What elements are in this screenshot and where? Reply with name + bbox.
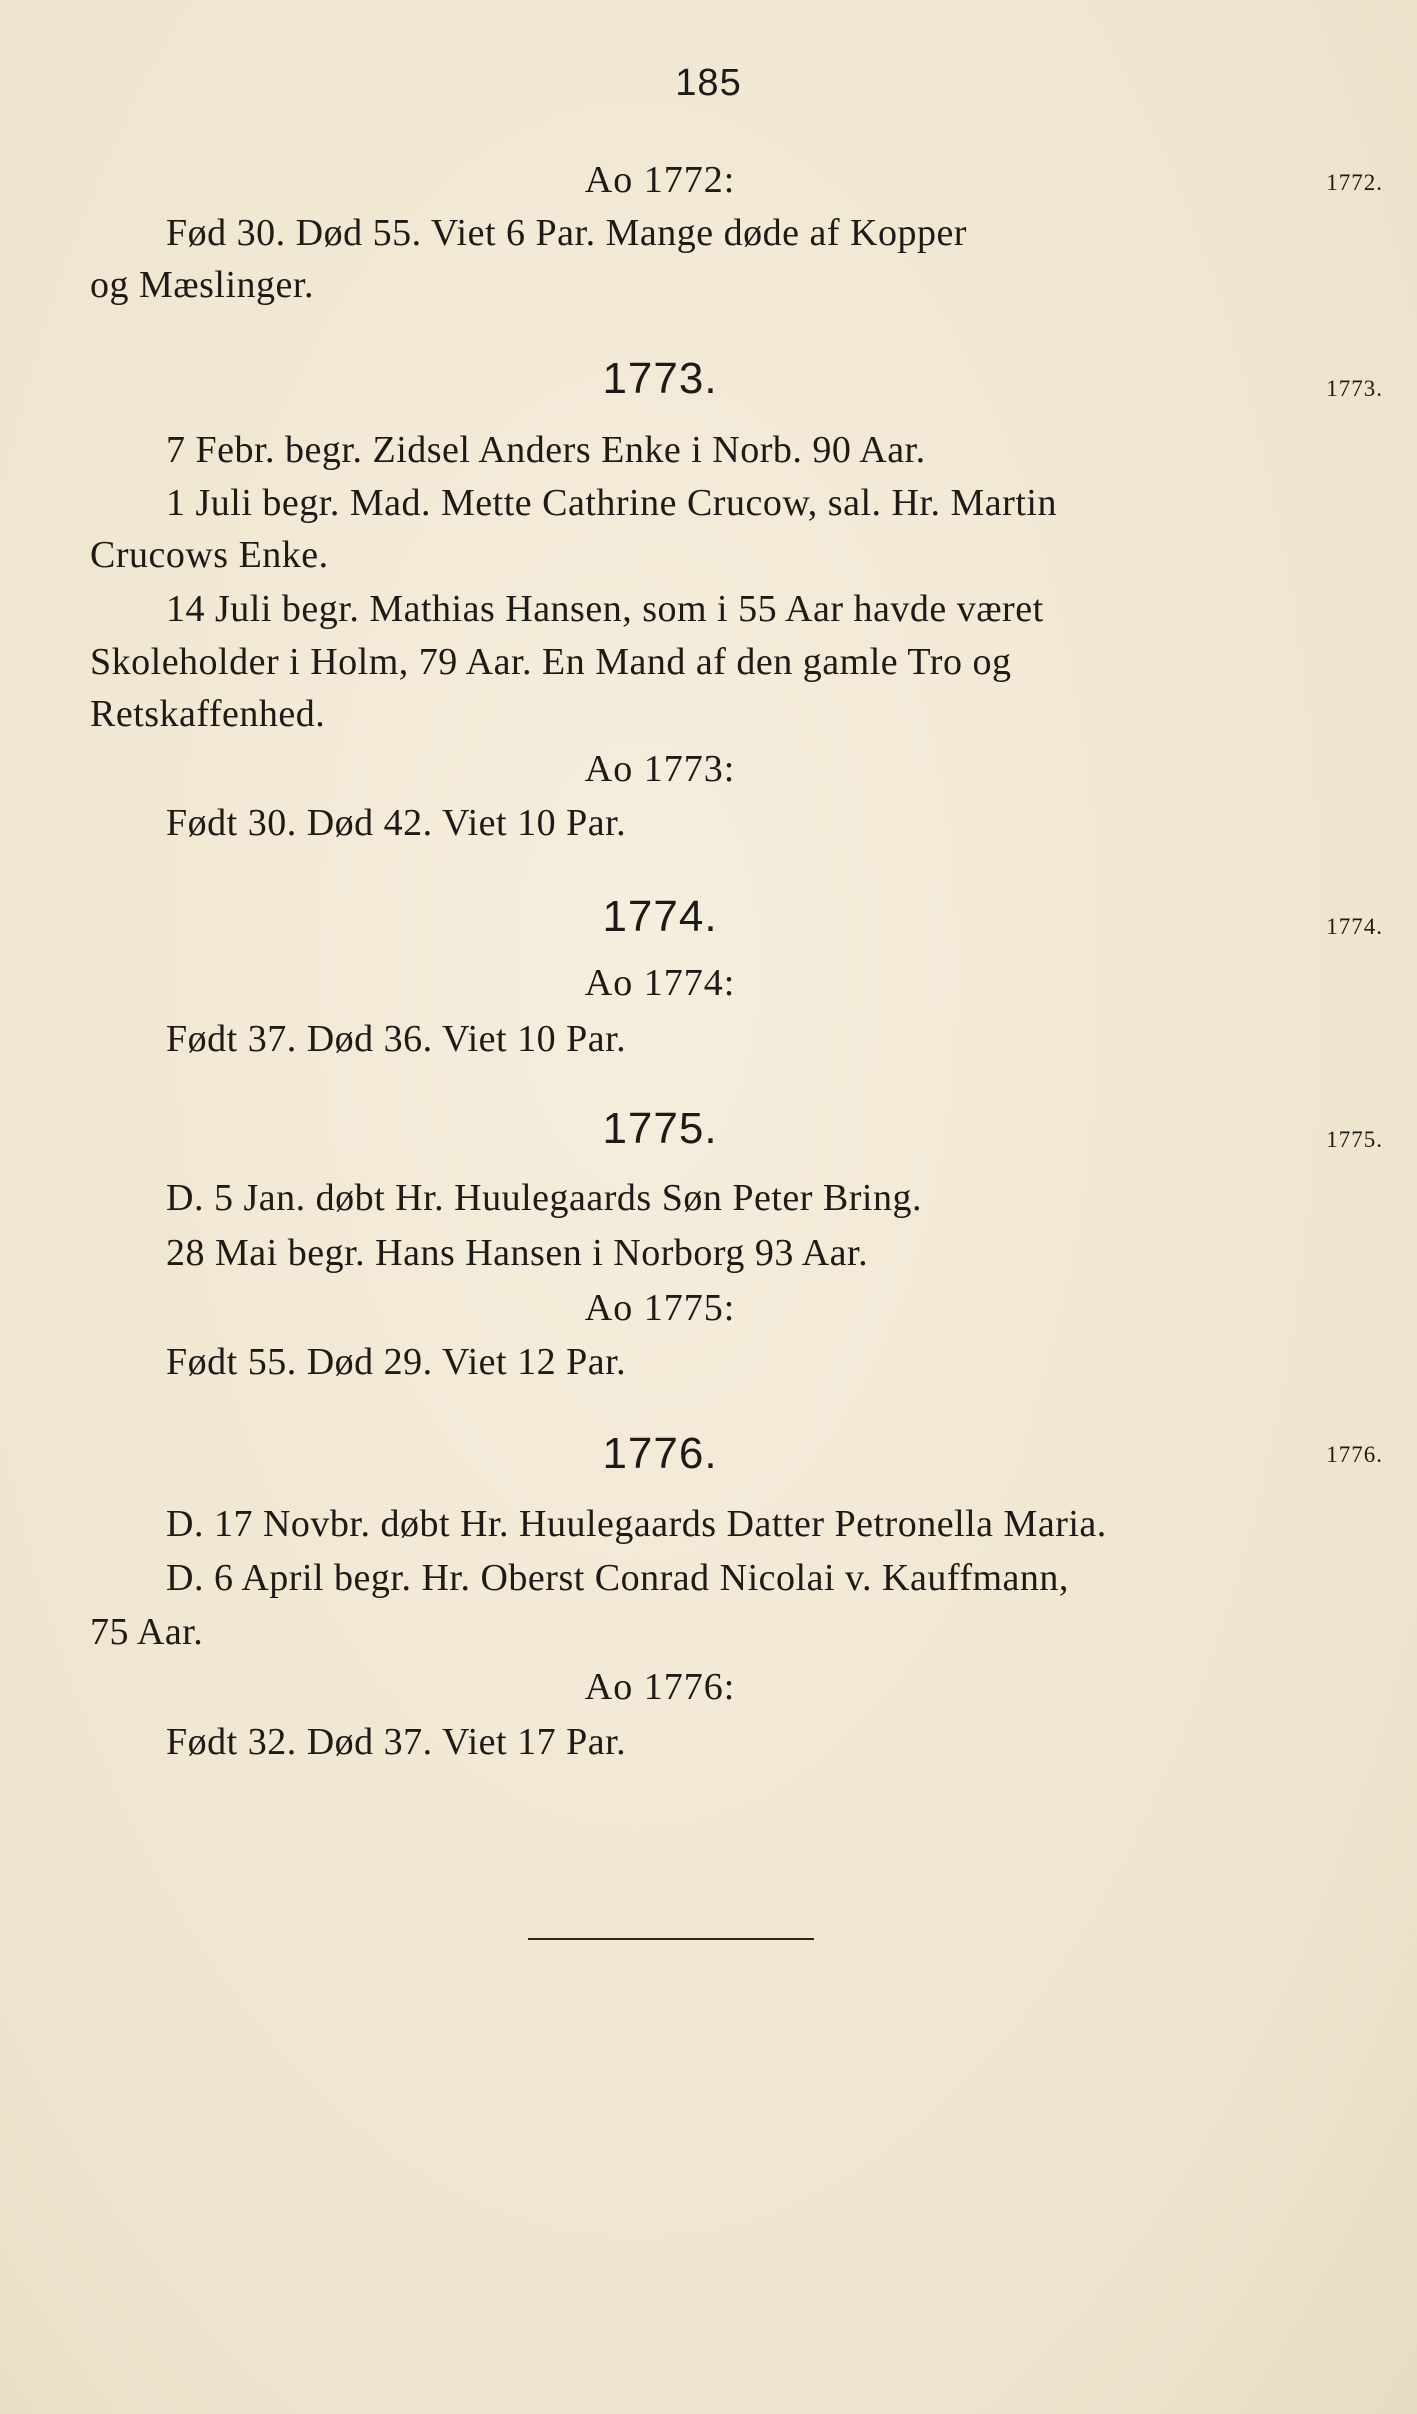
entry-1776-kauffmann-line1: D. 6 April begr. Hr. Oberst Conrad Nicolai v. Kauffmann, [166,1557,1069,1599]
stats-1775: Født 55. Død 29. Viet 12 Par. [166,1341,627,1383]
entry-1776-kauffmann-line2: 75 Aar. [90,1611,204,1653]
ao-1776-heading: Ao 1776: [584,1666,736,1708]
ao-1775-heading: Ao 1775: [584,1287,736,1329]
stats-1772: Fød 30. Død 55. Viet 6 Par. Mange døde af Kopper [166,212,967,254]
stats-1773: Født 30. Død 42. Viet 10 Par. [166,802,627,844]
closing-rule [528,1938,814,1940]
year-heading-1774: 1774. [602,892,718,941]
entry-1773-hansen-line1: 14 Juli begr. Mathias Hansen, som i 55 Aar havde været [166,588,1044,630]
entry-1773-hansen-line2: Skoleholder i Holm, 79 Aar. En Mand af den gamle Tro og [90,641,1012,683]
margin-year-1774: 1774. [1326,914,1383,939]
entry-1775-bring: D. 5 Jan. døbt Hr. Huulegaards Søn Peter Bring. [166,1177,922,1219]
entry-1773-crucow-line1: 1 Juli begr. Mad. Mette Cathrine Crucow, sal. Hr. Martin [166,482,1057,524]
entry-1773-crucow-line2: Crucows Enke. [90,534,329,576]
stats-1774: Født 37. Død 36. Viet 10 Par. [166,1018,627,1060]
ao-1773-heading: Ao 1773: [584,748,736,790]
margin-year-1775: 1775. [1326,1127,1383,1152]
entry-1775-hansen: 28 Mai begr. Hans Hansen i Norborg 93 Aar. [166,1232,869,1274]
stats-1776: Født 32. Død 37. Viet 17 Par. [166,1721,627,1763]
year-heading-1773: 1773. [602,354,718,403]
year-heading-1776: 1776. [602,1429,718,1478]
ao-1774-heading: Ao 1774: [584,962,736,1004]
entry-1776-petronella: D. 17 Novbr. døbt Hr. Huulegaards Datter Petronella Maria. [166,1503,1107,1545]
entry-1773-hansen-line3: Retskaffenhed. [90,693,326,735]
stats-1772-continued: og Mæslinger. [90,264,314,306]
margin-year-1773: 1773. [1326,376,1383,401]
page-number: 185 [675,62,742,104]
entry-1773-zidsel: 7 Febr. begr. Zidsel Anders Enke i Norb. 90 Aar. [166,429,926,471]
margin-year-1776: 1776. [1326,1442,1383,1467]
ao-1772-heading: Ao 1772: [584,159,736,201]
year-heading-1775: 1775. [602,1104,718,1153]
margin-year-1772: 1772. [1326,170,1383,195]
